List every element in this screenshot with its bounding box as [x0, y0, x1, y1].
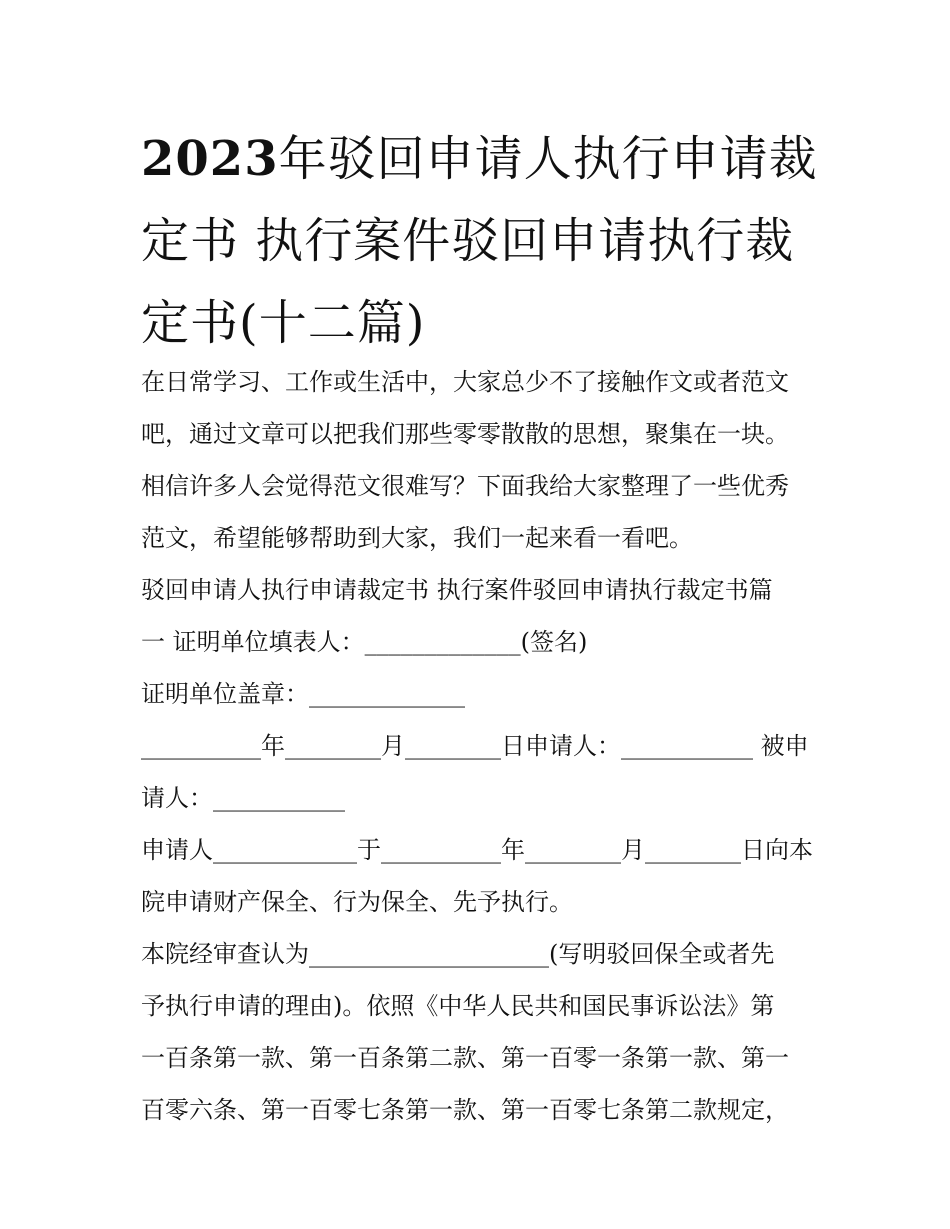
body-line: 请人：___________: [141, 784, 345, 812]
body-line: 相信许多人会觉得范文很难写？下面我给大家整理了一些优秀: [141, 472, 789, 500]
title-line-1: 年驳回申请人执行申请裁: [278, 131, 818, 187]
body-line: 院申请财产保全、行为保全、先予执行。: [141, 888, 573, 916]
body-line: 一百条第一款、第一百条第二款、第一百零一条第一款、第一: [141, 1044, 789, 1072]
title-line-3: 定书(十二篇): [141, 295, 426, 351]
body-line: 驳回申请人执行申请裁定书 执行案件驳回申请执行裁定书篇: [141, 576, 773, 604]
body-line: 予执行申请的理由)。依照《中华人民共和国民事诉讼法》第: [141, 992, 775, 1020]
title-year: 2023: [141, 131, 279, 187]
body-line: __________年________月________日申请人：___________ 被申: [141, 732, 809, 760]
title-line-2: 定书 执行案件驳回申请执行裁: [141, 213, 795, 269]
body-line: 本院经审查认为____________________(写明驳回保全或者先: [141, 940, 775, 968]
body-line: 在日常学习、工作或生活中，大家总少不了接触作文或者范文: [141, 368, 789, 396]
body-line: 申请人____________于__________年________月________日向本: [141, 836, 813, 864]
body-line: 证明单位盖章：_____________: [141, 680, 465, 708]
body-line: 一 证明单位填表人：_____________(签名): [141, 628, 588, 656]
document-body: [141, 356, 821, 1136]
body-line: 范文，希望能够帮助到大家，我们一起来看一看吧。: [141, 524, 693, 552]
body-line: 百零六条、第一百零七条第一款、第一百零七条第二款规定，: [141, 1096, 789, 1124]
document-title: [141, 118, 821, 364]
body-line: 吧，通过文章可以把我们那些零零散散的思想，聚集在一块。: [141, 420, 789, 448]
